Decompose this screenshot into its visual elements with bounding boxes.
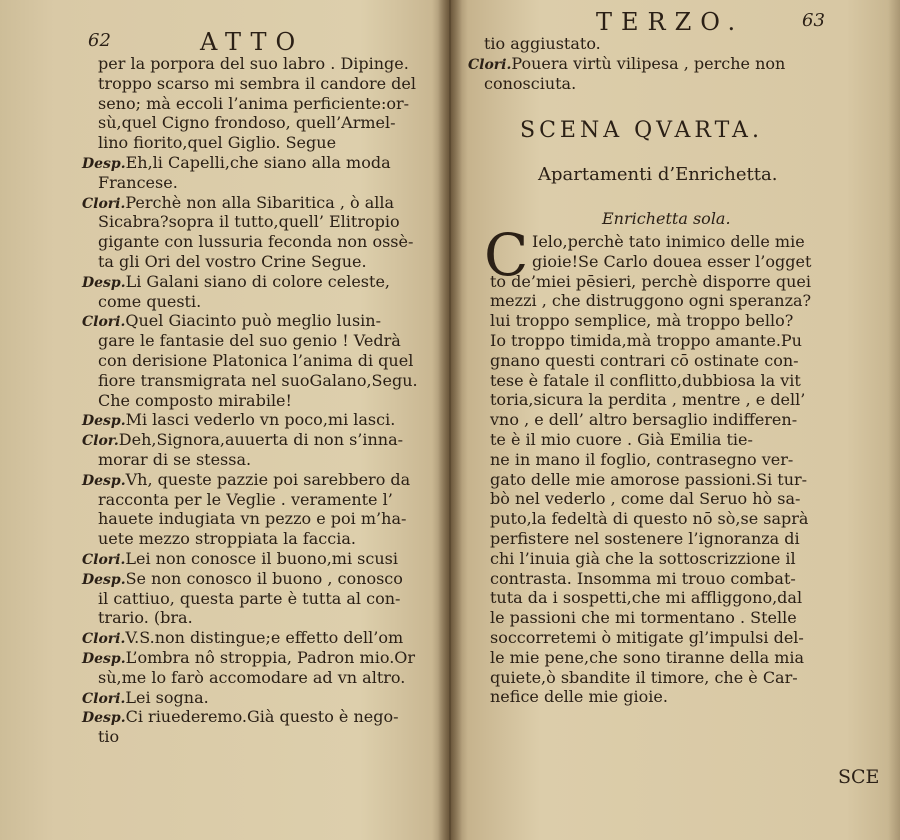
line-text: tio aggiustato.	[484, 34, 601, 53]
speaker-label: Desp.	[82, 571, 126, 588]
line-text: fiore transmigrata nel suoGalano,Segu.	[98, 370, 418, 390]
text-line	[82, 529, 442, 549]
left-running-head: ATTO	[200, 28, 305, 56]
monologue-line: ne in mano il foglio, contrasegno ver-	[490, 449, 794, 469]
line-text: V.S.non distingue;e effetto dell’om	[125, 628, 404, 648]
text-line	[82, 311, 442, 331]
monologue-line: chi l’inuia già che la sottoscrizzione il	[490, 548, 796, 568]
text-line	[82, 490, 442, 510]
line-text: Ci riuederemo.Già questo è nego-	[125, 707, 399, 727]
text-line	[82, 232, 442, 252]
monologue-line: soccorretemi ò mitigate gl’impulsi del-	[490, 627, 804, 647]
line-text: come questi.	[98, 291, 202, 311]
line-text: uete mezzo stroppiata la faccia.	[98, 529, 356, 549]
line-text: troppo scarso mi sembra il candore del	[98, 73, 416, 93]
monologue-line: mezzi , che distruggono ogni speranza?	[490, 291, 812, 311]
line-text: trario. (bra.	[98, 608, 193, 628]
right-page	[450, 0, 900, 840]
text-line	[82, 569, 442, 589]
monologue-line: vno , e dell’ altro bersaglio indifferen-	[490, 410, 798, 430]
line-text: seno; mà eccoli l’anima perficiente:or-	[98, 93, 410, 113]
monologue-line: gato delle mie amorose passioni.Si tur-	[490, 469, 808, 489]
monologue-line: le mie pene,che sono tiranne della mia	[490, 647, 805, 667]
monologue-line: lui troppo semplice, mà troppo bello?	[490, 311, 794, 331]
speaker-label: Clori.	[82, 551, 126, 568]
line-text: Che composto mirabile!	[98, 390, 292, 410]
line-text: con derisione Platonica l’anima di quel	[98, 350, 414, 370]
text-line	[82, 94, 442, 114]
line-text: Li Galani siano di colore celeste,	[125, 271, 390, 291]
line-text: Mi lasci vederlo vn poco,mi lasci.	[125, 410, 396, 430]
monologue-line: te è il mio cuore . Già Emilia tie-	[490, 429, 753, 449]
text-line	[82, 193, 442, 213]
speaker-label: Desp.	[82, 472, 126, 489]
text-line	[82, 371, 442, 391]
line-text: Quel Giacinto può meglio lusin-	[125, 311, 381, 331]
speaker-label: Desp.	[82, 650, 126, 667]
speaker-label: Clori.	[82, 690, 126, 707]
monologue-line: tuta da i sospetti,che mi affliggono,dal	[490, 588, 803, 608]
line-text: Deh,Signora,auuerta di non s’inna-	[118, 430, 404, 450]
monologue-line: le passioni che mi tormentano . Stelle	[490, 608, 797, 628]
text-line	[82, 153, 442, 173]
monologue-line: Ielo,perchè tato inimico delle mie	[532, 232, 805, 251]
text-line	[82, 410, 442, 430]
speaker-label: Clor.	[82, 433, 119, 450]
monologue-line: bò nel vederlo , come dal Seruo hò sa-	[490, 489, 801, 509]
line-text: Lei non conosce il buono,mi scusi	[125, 548, 398, 568]
catchword: SCE	[838, 766, 880, 788]
text-line	[468, 34, 878, 54]
drop-cap: C	[484, 221, 529, 289]
text-line	[82, 707, 442, 727]
right-running-head: TERZO.	[596, 8, 745, 36]
line-text: Eh,li Capelli,che siano alla moda	[125, 152, 391, 172]
line-text: Francese.	[98, 172, 178, 192]
text-line	[82, 608, 442, 628]
line-text: tio	[98, 727, 120, 747]
line-text: racconta per le Veglie . veramente l’	[98, 489, 393, 509]
monologue-line: nefice delle mie gioie.	[490, 687, 668, 707]
monologue-text	[490, 232, 900, 707]
text-line	[82, 351, 442, 371]
scene-setting: Apartamenti d’Enrichetta.	[538, 164, 778, 185]
monologue-line: tese è fatale il conflitto,dubbiosa la vit	[490, 370, 801, 390]
text-line	[82, 648, 442, 668]
text-line	[82, 173, 442, 193]
text-line	[82, 509, 442, 529]
line-text: sù,me lo farò accomodare ad vn altro.	[98, 667, 406, 687]
text-line	[468, 74, 878, 94]
line-text: Vh, queste pazzie poi sarebbero da	[125, 469, 411, 489]
text-line	[82, 331, 442, 351]
text-line	[82, 727, 442, 747]
line-text: Perchè non alla Sibaritica , ò alla	[125, 192, 395, 212]
left-text-block	[82, 54, 442, 747]
line-text: L’ombra nô stroppia, Padron mio.Or	[125, 647, 416, 667]
line-text: morar di se stessa.	[98, 449, 252, 469]
line-text: gare le fantasie del suo genio ! Vedrà	[98, 331, 401, 351]
line-text: il cattiuo, questa parte è tutta al con-	[98, 588, 401, 608]
monologue-line: Io troppo timida,mà troppo amante.Pu	[490, 330, 802, 350]
line-text: Se non conosco il buono , conosco	[125, 568, 403, 588]
text-line	[82, 470, 442, 490]
line-text: sù,quel Cigno frondoso, quell’Armel-	[98, 113, 396, 133]
text-line	[82, 430, 442, 450]
right-page-number: 63	[802, 10, 825, 31]
monologue-line: gnano questi contrari cō ostinate con-	[490, 350, 799, 370]
speaker-label: Clori.	[82, 314, 126, 331]
text-line	[82, 74, 442, 94]
speaker-label: Desp.	[82, 274, 126, 291]
text-line	[82, 589, 442, 609]
line-text: ta gli Ori del vostro Crine Segue.	[98, 251, 367, 271]
monologue-line: quiete,ò sbandite il timore, che è Car-	[490, 667, 798, 687]
line-text: lino fiorito,quel Giglio. Segue	[98, 133, 337, 153]
monologue-line: gioie!Se Carlo douea esser l’ogget	[532, 251, 812, 271]
text-line	[82, 212, 442, 232]
speaker-label: Desp.	[82, 710, 126, 727]
speaker-label: Desp.	[82, 155, 126, 172]
line-text: Sicabra?sopra il tutto,quell’ Elitropio	[98, 212, 400, 232]
text-line	[468, 54, 878, 74]
text-line	[82, 450, 442, 470]
line-text: Pouera virtù vilipesa , perche non	[511, 53, 786, 73]
speaker-label: Clori.	[82, 631, 126, 648]
monologue-line: to de’miei pēsieri, perchè disporre quei	[490, 271, 811, 291]
text-line	[82, 252, 442, 272]
speaker-label: Clori.	[468, 56, 512, 73]
scene-character: Enrichetta sola.	[602, 209, 731, 228]
text-line	[82, 688, 442, 708]
text-line	[82, 549, 442, 569]
text-line	[82, 628, 442, 648]
text-line	[82, 272, 442, 292]
text-line	[82, 668, 442, 688]
speaker-label: Desp.	[82, 413, 126, 430]
line-text: per la porpora del suo labro . Dipinge.	[98, 54, 409, 73]
left-page-number: 62	[88, 30, 111, 51]
line-text: conosciuta.	[484, 73, 577, 93]
text-line	[82, 54, 442, 74]
line-text: hauete indugiata vn pezzo e poi m’ha-	[98, 509, 407, 529]
monologue-line: contrasta. Insomma mi trouo combat-	[490, 568, 796, 588]
text-line	[82, 391, 442, 411]
line-text: Lei sogna.	[125, 687, 209, 707]
speaker-label: Clori.	[82, 195, 126, 212]
text-line	[82, 292, 442, 312]
monologue-line: toria,sicura la perdita , mentre , e dell’	[490, 390, 806, 410]
scene-title: SCENA QVARTA.	[520, 118, 763, 143]
monologue-line: perfistere nel sostenere l’ignoranza di	[490, 528, 800, 548]
monologue-line: puto,la fedeltà di questo nō sò,se saprà	[490, 509, 809, 529]
text-line	[82, 113, 442, 133]
text-line	[82, 133, 442, 153]
right-top-text	[468, 34, 878, 93]
line-text: gigante con lussuria feconda non ossè-	[98, 232, 414, 252]
